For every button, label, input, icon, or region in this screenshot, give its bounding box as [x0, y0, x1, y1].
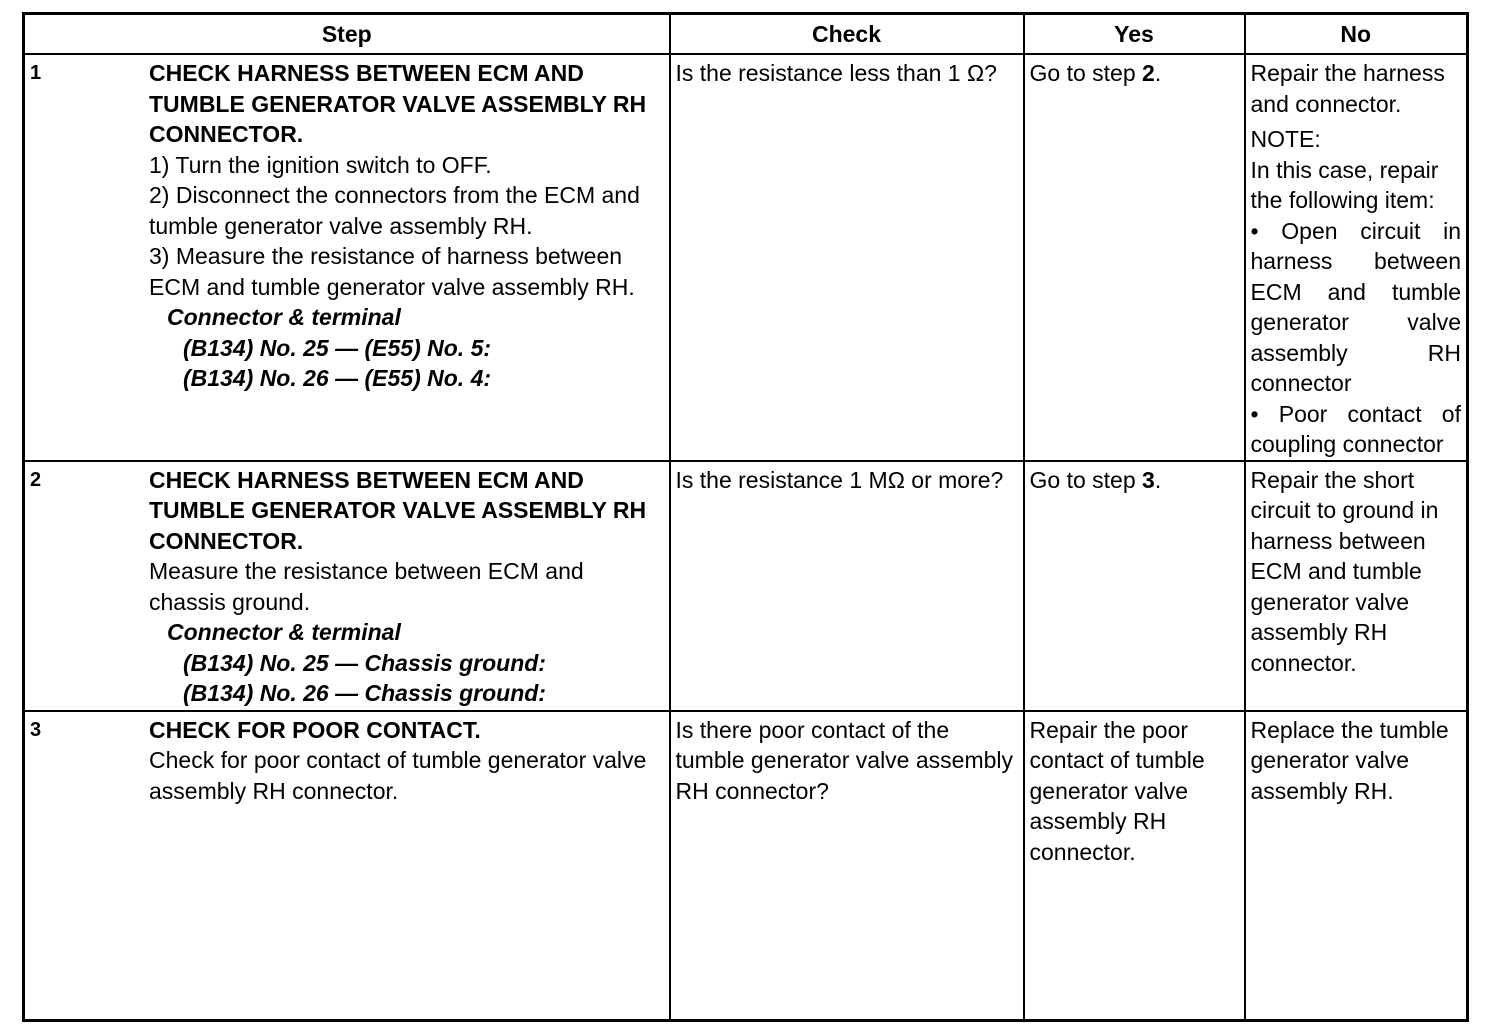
step-number: 2: [30, 468, 42, 491]
note-item: • Open circuit in harness between ECM and tumble generator valve assembly RH connector: [1250, 217, 1461, 396]
yes-cell: [1024, 54, 1245, 461]
connector-terminal-heading: Connector & terminal: [167, 619, 401, 645]
step-number: 1: [30, 62, 42, 84]
no-cell: [1245, 54, 1468, 461]
table-row: [24, 711, 1468, 1021]
step-instruction: Check for poor contact of tumble generator valve assembly RH connector.: [149, 747, 647, 804]
check-cell: Is there poor contact of the tumble generator valve assembly RH connector?: [670, 711, 1024, 1021]
note-intro: In this case, repair the following item:: [1250, 156, 1439, 213]
step-cell: [24, 711, 670, 1021]
connector-terminal-spec: (B134) No. 26 — Chassis ground:: [183, 680, 546, 706]
step-cell: [24, 461, 670, 711]
no-cell: Repair the short circuit to ground in harness between ECM and tumble generator valve assembly RH connector.: [1245, 461, 1468, 711]
note-label: NOTE:: [1250, 126, 1321, 152]
header-yes: Yes: [1024, 14, 1245, 55]
connector-terminal-spec: (B134) No. 25 — Chassis ground:: [183, 649, 546, 676]
header-check: Check: [670, 14, 1024, 55]
yes-cell: [1024, 461, 1245, 711]
step-instruction: 2) Disconnect the connectors from the ECM and tumble generator valve assembly RH.: [149, 182, 640, 239]
connector-terminal-heading: Connector & terminal: [167, 304, 401, 330]
yes-text: Go to step: [1029, 60, 1143, 86]
step-instruction: 3) Measure the resistance of harness between ECM and tumble generator valve assembly RH.: [149, 243, 635, 300]
yes-text: Go to step: [1029, 466, 1143, 493]
table-row: [24, 461, 1468, 711]
yes-text-suffix: .: [1154, 60, 1162, 86]
step-title: CHECK HARNESS BETWEEN ECM AND TUMBLE GENERATOR VALVE ASSEMBLY RH CONNECTOR.: [149, 60, 647, 147]
table-row: [24, 54, 1468, 461]
step-instruction: Measure the resistance between ECM and chassis ground.: [149, 558, 584, 615]
yes-cell: Repair the poor contact of tumble generator valve assembly RH connector.: [1024, 711, 1245, 1021]
step-number: 3: [30, 718, 42, 741]
connector-terminal-spec: (B134) No. 26 — (E55) No. 4:: [183, 365, 492, 391]
step-instruction: 1) Turn the ignition switch to OFF.: [149, 151, 492, 178]
table-header-row: [24, 14, 1468, 55]
no-action: Repair the harness and connector.: [1250, 60, 1445, 117]
check-cell: Is the resistance 1 MΩ or more?: [670, 461, 1024, 711]
check-cell: Is the resistance less than 1 Ω?: [670, 54, 1024, 461]
step-title: CHECK HARNESS BETWEEN ECM AND TUMBLE GENERATOR VALVE ASSEMBLY RH CONNECTOR.: [149, 466, 647, 554]
connector-terminal-spec: (B134) No. 25 — (E55) No. 5:: [183, 334, 492, 361]
yes-step-ref: 2: [1142, 60, 1155, 86]
step-title: CHECK FOR POOR CONTACT.: [149, 716, 481, 743]
step-cell: [24, 54, 670, 461]
yes-step-ref: 3: [1142, 466, 1155, 493]
header-no: No: [1245, 14, 1468, 55]
no-cell: Replace the tumble generator valve assembly RH.: [1245, 711, 1468, 1021]
diagnostic-procedure-table: [22, 12, 1469, 1022]
header-step: Step: [24, 14, 670, 55]
yes-text-suffix: .: [1154, 466, 1162, 493]
note-item: • Poor contact of coupling connector: [1250, 400, 1461, 457]
